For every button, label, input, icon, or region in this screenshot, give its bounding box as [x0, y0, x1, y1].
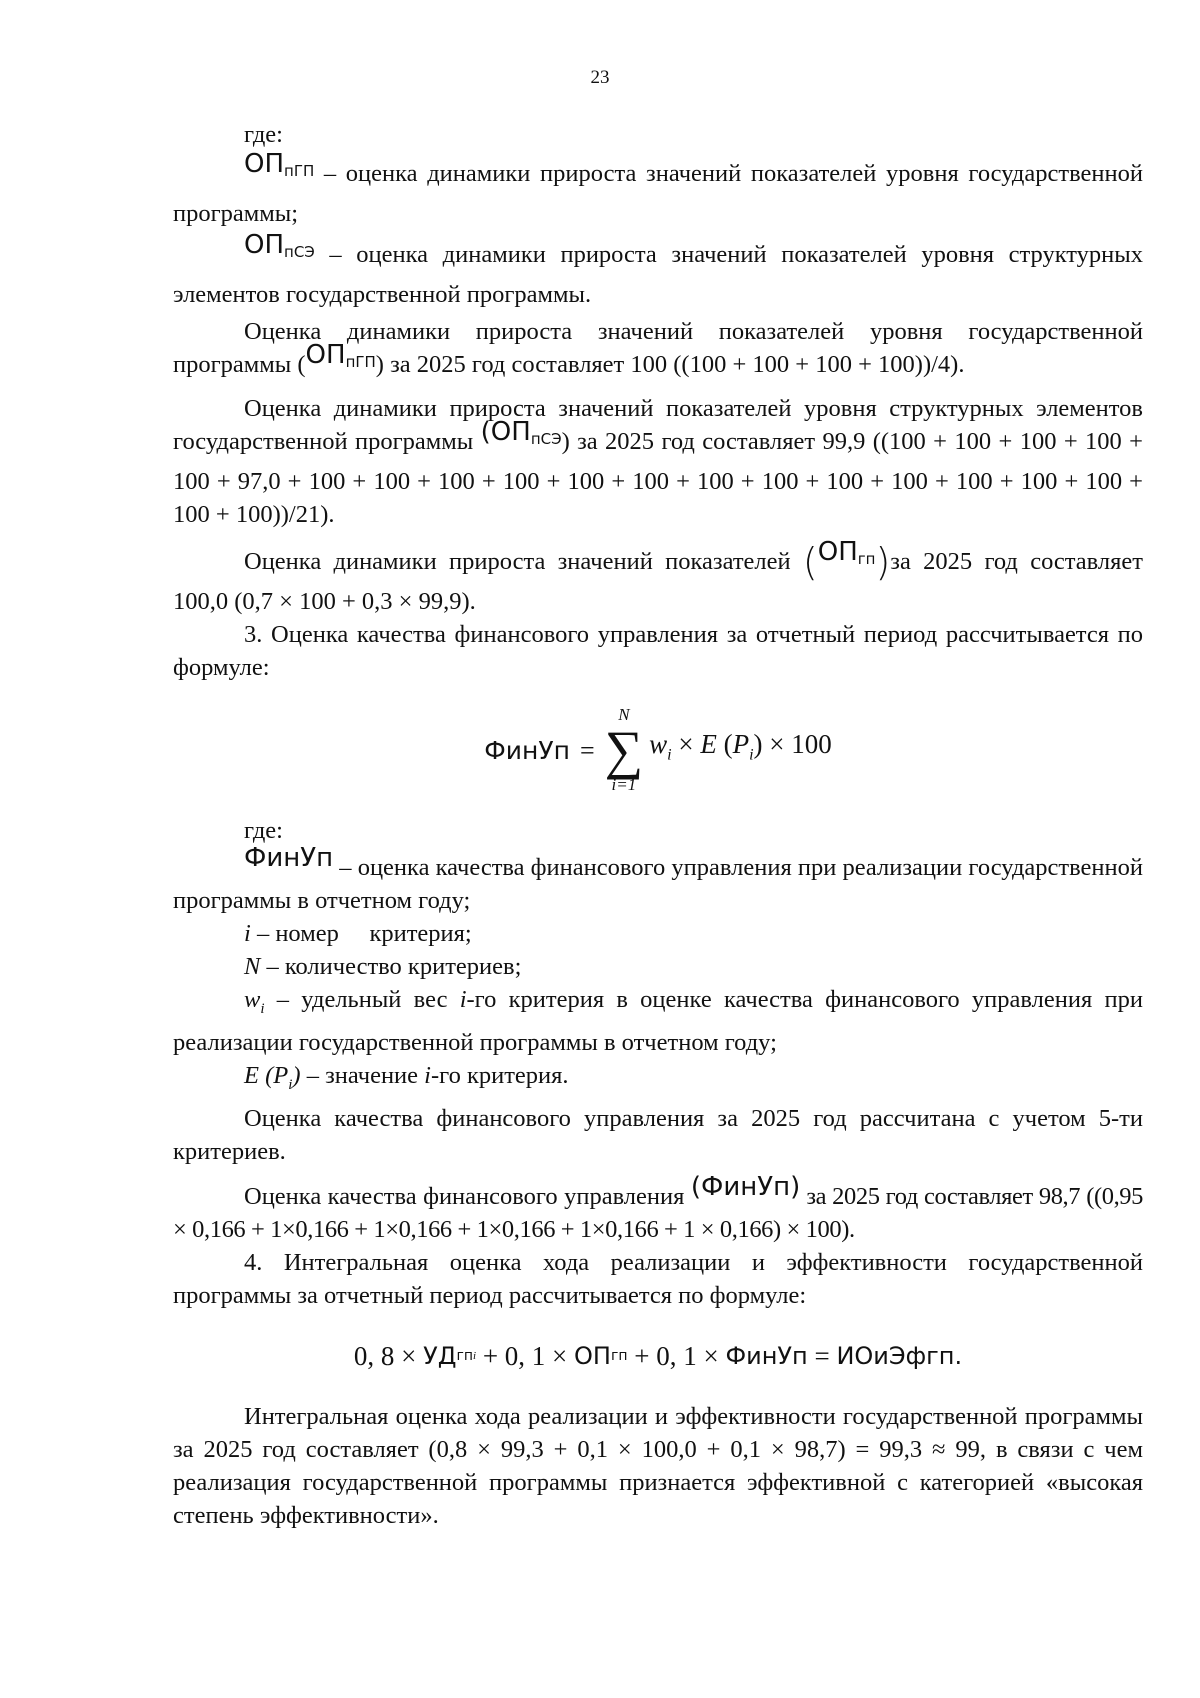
paragraph-text: за 2025 год составляет 98,7 ((0,95 × 0,166 + 1×0,166 + 1×0,166 + 1×0,166 + 1×0,166 + 1 × 0,166) × 100). [173, 1182, 1143, 1243]
page-number: 23 [590, 67, 610, 88]
definition-text: -го критерия в оценке качества финансового управления при реализации государственной программы в отчетном году; [173, 986, 1143, 1056]
definition-text: – количество критериев; [260, 953, 522, 980]
page-body [173, 118, 1143, 1532]
symbol-op: ОП [244, 230, 285, 260]
paragraph-text: Оценка динамики прироста значений показателей уровня государственной программы ( [173, 318, 1143, 378]
symbol-subscript: пСЭ [530, 430, 562, 448]
where-label-1: где: [244, 121, 283, 148]
formula-term: + 0, 1 × [476, 1341, 575, 1372]
symbol-op: (ОП [480, 417, 531, 447]
symbol-i: i [424, 1061, 431, 1089]
definition-text: – номер критерия; [250, 920, 472, 947]
right-paren: ) [292, 1061, 301, 1089]
formula-equals: = [579, 735, 595, 765]
symbol-subscript: пСЭ [284, 243, 315, 261]
definition-op-pse [173, 230, 1143, 311]
symbol-i: i [459, 986, 467, 1013]
formula-term: + 0, 1 × [627, 1341, 726, 1372]
definition-text: – оценка динамики прироста значений показателей уровня государственной программы; [173, 160, 1143, 227]
formula-lhs: ФинУп [484, 735, 570, 765]
paragraph-op-pse-value [173, 392, 1143, 531]
criterion-index: i [749, 746, 754, 764]
paragraph-finup-value [173, 1171, 1143, 1246]
definition-finup [173, 843, 1143, 917]
where-label-2: где: [244, 817, 283, 844]
times-sign: × [671, 729, 701, 760]
definition-n [173, 950, 1143, 983]
definition-text: – оценка качества финансового управления при реализации государственной программы в отчетном году; [173, 854, 1143, 914]
symbol-subscript: гп [610, 1348, 628, 1365]
left-paren: ( [802, 540, 818, 584]
symbol-op: ОП [574, 1342, 611, 1371]
symbol-op: ОП [244, 149, 285, 179]
definition-epi [173, 1059, 1143, 1102]
right-paren: ) [875, 540, 891, 584]
symbol-w-index: i [260, 1000, 265, 1017]
paragraph-section-3: 3. Оценка качества финансового управления за отчетный период рассчитывается по формуле: [173, 621, 1143, 681]
symbol-op: ОП [305, 340, 346, 370]
paragraph-text: Оценка динамики прироста значений показателей [244, 548, 803, 575]
sigma-symbol: ∑ [604, 720, 644, 780]
symbol-subscript: гп [456, 1348, 473, 1365]
symbol-subscript: пГП [284, 162, 315, 180]
symbol-p-index: i [288, 1076, 293, 1093]
formula-integral [173, 1322, 1143, 1392]
paragraph-integral-value: Интегральная оценка хода реализации и эффективности государственной программы за 2025 год составляет (0,8 × 99,3 + 0,1 × 100,0 + 0,1 × 98,7) = 99,3 ≈ 99, в связи с чем реализация государственной программы признается эффективной с категорией «высокая степень эффективности». [173, 1402, 1143, 1529]
paragraph-text: Оценка качества финансового управления [244, 1182, 691, 1210]
definition-text: – оценка динамики прироста значений показателей уровня структурных элементов государственной программы. [173, 241, 1143, 308]
symbol-finup: (ФинУп) [690, 1171, 801, 1202]
formula-term: 0, 8 × [353, 1341, 424, 1372]
definition-wi [173, 983, 1143, 1059]
left-paren: ( [716, 729, 733, 760]
paragraph-op-pgp-value [173, 315, 1143, 388]
definition-i [173, 917, 1143, 950]
definition-text: – удельный вес [264, 986, 460, 1013]
symbol-op: ОП [817, 537, 858, 567]
sum-upper-limit: N [618, 705, 630, 724]
formula-finup [173, 690, 1143, 810]
symbol-subscript: гп [857, 550, 876, 568]
sum-lower-limit: i=1 [611, 775, 637, 794]
paragraph-criteria-count: Оценка качества финансового управления за 2025 год рассчитана с учетом 5-ти критериев. [173, 1104, 1143, 1165]
times-hundred: × 100 [762, 729, 832, 760]
paragraph-text: за 2025 год составляет 100,0 (0,7 × 100 + 0,3 × 99,9). [173, 548, 1144, 615]
paragraph-op-gp-value [173, 537, 1144, 618]
formula-body [649, 728, 832, 771]
weight-index: i [667, 746, 672, 764]
definition-text: -го критерия. [430, 1061, 569, 1089]
definition-op-pgp [173, 149, 1143, 230]
weight-symbol: w [649, 729, 668, 760]
criterion-symbol: P [732, 729, 750, 760]
symbol-w: w [244, 986, 261, 1013]
symbol-n: N [244, 953, 261, 980]
summation [605, 705, 644, 795]
definition-text: – значение [300, 1061, 425, 1089]
right-paren: ) [753, 729, 763, 760]
symbol-finup: ФинУп [725, 1342, 808, 1371]
symbol-subsubscript: i [473, 1350, 477, 1363]
criterion-function: E [700, 729, 717, 760]
symbol-e-p: E (P [244, 1061, 289, 1089]
symbol-subscript: пГП [345, 353, 376, 371]
formula-equals: = [807, 1341, 837, 1372]
symbol-i: i [244, 920, 251, 947]
symbol-result: ИОиЭфгп. [836, 1342, 963, 1371]
paragraph-text: ) за 2025 год составляет 99,9 ((100 + 100 + 100 + 100 + 100 + 97,0 + 100 + 100 + 100 + 100 + 100 + 100 + 100 + 100 + 100 + 100 + 100 + 100 + 100 + 100 + 100))/21). [173, 428, 1143, 528]
symbol-finup: ФинУп [244, 843, 334, 873]
paragraph-text: Оценка динамики прироста значений показателей уровня структурных элементов государственной программы [173, 395, 1143, 455]
paragraph-section-4: 4. Интегральная оценка хода реализации и эффективности государственной программы за отчетный период рассчитывается по формуле: [173, 1248, 1143, 1309]
paragraph-text: ) за 2025 год составляет 100 ((100 + 100 + 100 + 100))/4). [375, 351, 965, 378]
symbol-ud: УД [423, 1342, 457, 1371]
